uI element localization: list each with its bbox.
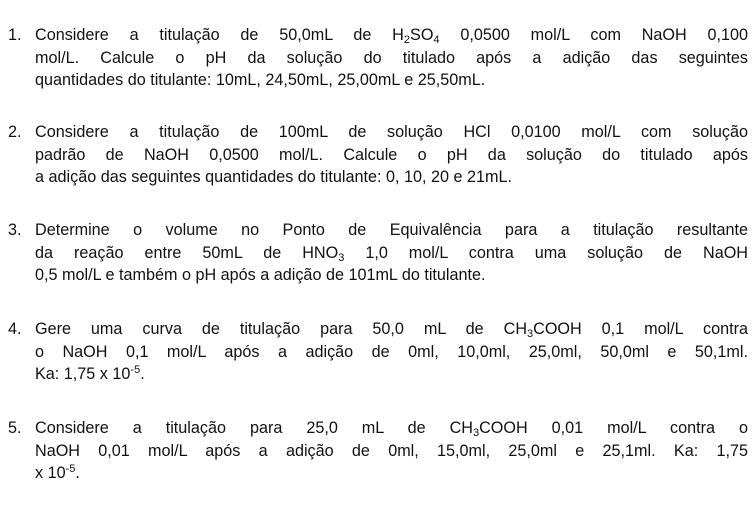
question-4 [8,318,748,386]
question-number: 1. [8,26,22,44]
question-1 [8,24,748,92]
question-text [35,121,748,189]
question-text [35,219,748,287]
question-line: Considere a titulação para 25,0 mL de $CH_3COOH$ 0,01 mol/L contra o [35,419,748,440]
question-line: Considere a titulação de 50,0mL de $H_2SO_4$ 0,0500 mol/L com NaOH 0,100 [35,26,749,47]
question-text [35,318,748,386]
question-line: padrão de NaOH 0,0500 mol/L. Calcule o pH da solução do titulado após [35,145,748,164]
question-line: Considere a titulação de 100mL de solução HCl 0,0100 mol/L com solução [35,123,748,141]
question-number: 4. [8,320,22,338]
question-number: 5. [8,419,22,437]
question-line: mol/L. Calcule o pH da solução do titulado após a adição das seguintes [35,48,748,67]
question-line: 0,5 mol/L e também o pH após a adição de 101mL do titulante. [35,266,486,284]
question-2 [8,121,748,189]
question-5 [8,417,748,485]
question-line: a adição das seguintes quantidades do titulante: 0, 10, 20 e 21mL. [35,168,512,186]
question-line: da reação entre 50mL de $HNO_3$ 1,0 mol/L contra uma solução de NaOH [35,243,748,264]
question-number: 3. [8,221,22,239]
question-line: x $10^{-5}$. [35,462,80,482]
question-text [35,24,748,92]
question-line: NaOH 0,01 mol/L após a adição de 0ml, 15,0ml, 25,0ml e 25,1ml. Ka: 1,75 [35,441,748,460]
question-line: Ka: 1,75 x $10^{-5}$. [35,363,145,383]
question-3 [8,219,748,287]
question-line: o NaOH 0,1 mol/L após a adição de 0ml, 10,0ml, 25,0ml, 50,0ml e 50,1ml. [35,342,748,361]
question-line: quantidades do titulante: 10mL, 24,50mL, 25,00mL e 25,50mL. [35,71,486,89]
question-line: Gere uma curva de titulação para 50,0 mL de $CH_3COOH$ 0,1 mol/L contra [35,320,749,341]
question-line: Determine o volume no Ponto de Equivalência para a titulação resultante [35,221,748,239]
question-text [35,417,748,485]
question-number: 2. [8,123,22,141]
